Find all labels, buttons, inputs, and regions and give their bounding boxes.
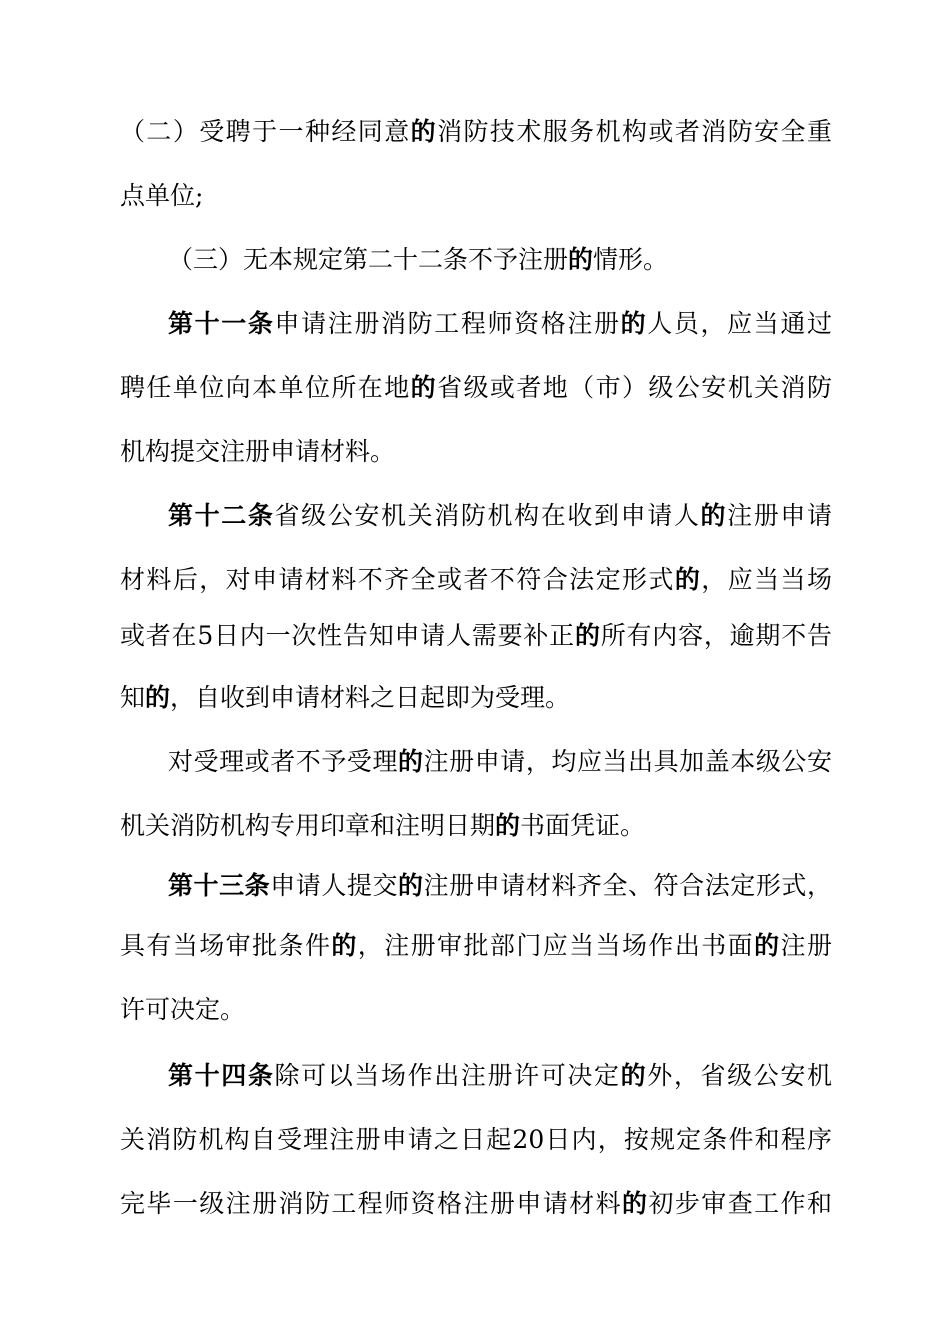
paragraph-1-line-1: （二）受聘于一种经同意的消防技术服务机构或者消防安全重 (120, 117, 832, 146)
article-11-line-3: 机构提交注册申请材料。 (120, 437, 396, 466)
article-11-line-2: 聘任单位向本单位所在地的省级或者地（市）级公安机关消防 (120, 373, 832, 402)
paragraph-acceptance-line-1: 对受理或者不予受理的注册申请，均应当出具加盖本级公安 (168, 747, 832, 776)
article-11-heading: 第十一条 (168, 309, 275, 338)
article-13-line-2: 具有当场审批条件的，注册审批部门应当当场作出书面的注册 (120, 931, 832, 960)
article-14-line-2: 关消防机构自受理注册申请之日起20日内，按规定条件和程序 (120, 1125, 832, 1154)
paragraph-acceptance-line-2: 机关消防机构专用印章和注明日期的书面凭证。 (120, 811, 646, 840)
paragraph-2-line-1: （三）无本规定第二十二条不予注册的情形。 (168, 245, 669, 274)
article-13-heading: 第十三条 (168, 871, 271, 900)
article-11-line-1: 第十一条申请注册消防工程师资格注册的人员，应当通过 (168, 309, 832, 338)
article-13-line-3: 许可决定。 (120, 995, 246, 1024)
article-12-line-4: 知的，自收到申请材料之日起即为受理。 (120, 683, 571, 712)
article-12-line-1: 第十二条省级公安机关消防机构在收到申请人的注册申请 (168, 501, 832, 530)
article-12-line-3: 或者在5日内一次性告知申请人需要补正的所有内容，逾期不告 (120, 621, 832, 650)
paragraph-1-line-2: 点单位; (120, 181, 204, 210)
article-12-heading: 第十二条 (168, 501, 275, 530)
article-14-heading: 第十四条 (168, 1061, 275, 1090)
article-13-line-1: 第十三条申请人提交的注册申请材料齐全、符合法定形式， (168, 871, 832, 900)
article-14-line-1: 第十四条除可以当场作出注册许可决定的外，省级公安机 (168, 1061, 832, 1090)
article-12-line-2: 材料后，对申请材料不齐全或者不符合法定形式的，应当当场 (120, 565, 832, 594)
article-14-line-3: 完毕一级注册消防工程师资格注册申请材料的初步审查工作和 (120, 1189, 832, 1218)
